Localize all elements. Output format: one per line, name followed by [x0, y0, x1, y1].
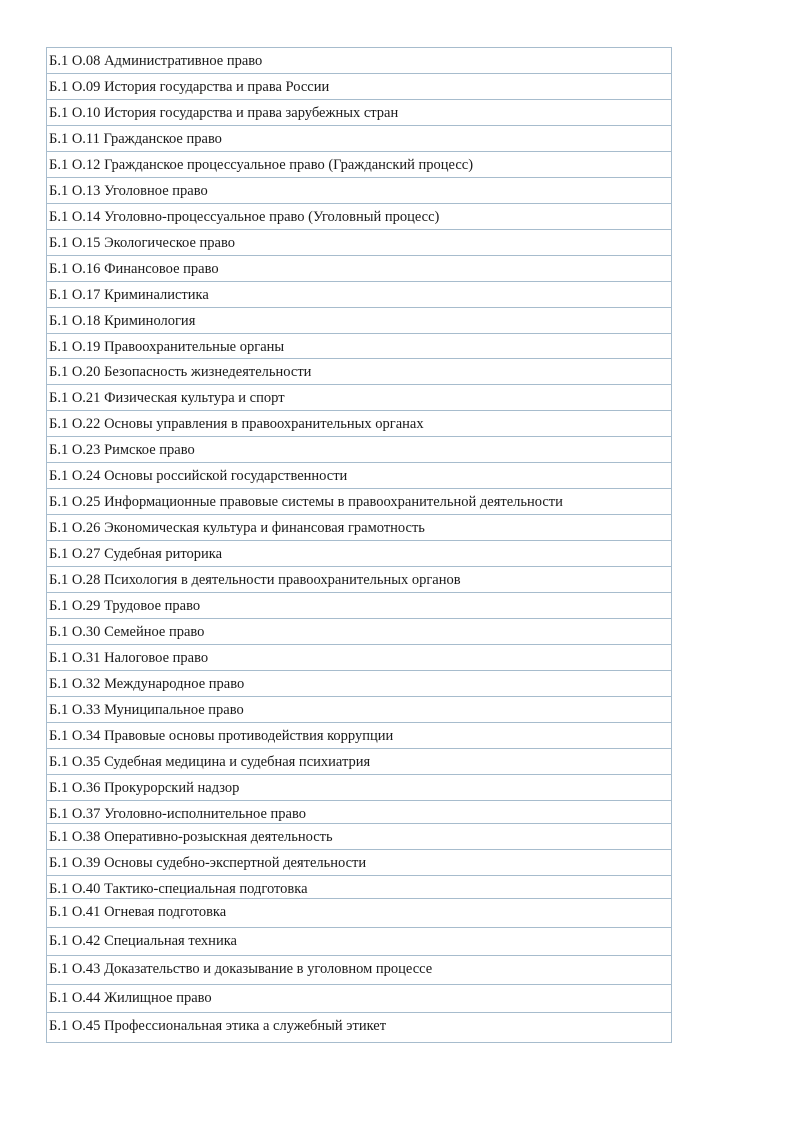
discipline-title: Основы российской государственности [104, 468, 348, 484]
table-row [47, 385, 671, 411]
table-row [47, 515, 671, 541]
table-row [47, 178, 671, 204]
discipline-code: Б.1 О.13 [49, 183, 101, 199]
discipline-code: Б.1 О.10 [49, 105, 101, 121]
discipline-code: Б.1 О.40 [49, 881, 101, 897]
discipline-code: Б.1 О.45 [49, 1018, 101, 1034]
discipline-title: Оперативно-розыскная деятельность [104, 829, 333, 845]
discipline-code: Б.1 О.26 [49, 520, 101, 536]
table-row [47, 489, 671, 515]
discipline-title: Огневая подготовка [104, 904, 227, 920]
discipline-code: Б.1 О.33 [49, 702, 101, 718]
table-row [47, 282, 671, 308]
table-row [47, 801, 671, 824]
discipline-title: Финансовое право [104, 261, 219, 277]
table-row [47, 775, 671, 801]
discipline-title: Криминология [104, 313, 196, 329]
table-row [47, 359, 671, 385]
table-row [47, 899, 671, 928]
discipline-title: Психология в деятельности правоохранительных органов [104, 572, 461, 588]
table-row [47, 463, 671, 489]
discipline-title: Безопасность жизнедеятельности [104, 364, 312, 380]
discipline-code: Б.1 О.28 [49, 572, 101, 588]
discipline-code: Б.1 О.27 [49, 546, 101, 562]
discipline-title: Уголовно-исполнительное право [104, 806, 306, 822]
discipline-title: Муниципальное право [104, 702, 244, 718]
discipline-title: Административное право [104, 53, 263, 69]
table-row [47, 928, 671, 956]
discipline-title: Основы судебно-экспертной деятельности [104, 855, 367, 871]
discipline-title: Информационные правовые системы в правоохранительной деятельности [104, 494, 563, 510]
discipline-code: Б.1 О.30 [49, 624, 101, 640]
discipline-title: Экономическая культура и финансовая грамотность [104, 520, 425, 536]
discipline-code: Б.1 О.21 [49, 390, 101, 406]
table-row [47, 230, 671, 256]
discipline-code: Б.1 О.19 [49, 339, 101, 355]
discipline-title: История государства и права зарубежных стран [104, 105, 399, 121]
table-row [47, 334, 671, 359]
discipline-title: Уголовно-процессуальное право (Уголовный процесс) [104, 209, 440, 225]
discipline-code: Б.1 О.43 [49, 961, 101, 977]
discipline-title: Правовые основы противодействия коррупции [104, 728, 394, 744]
table-row [47, 723, 671, 749]
discipline-title: Семейное право [104, 624, 205, 640]
discipline-code: Б.1 О.15 [49, 235, 101, 251]
discipline-code: Б.1 О.41 [49, 904, 101, 920]
discipline-title: Профессиональная этика а служебный этикет [104, 1018, 387, 1034]
table-row [47, 308, 671, 334]
discipline-title: Судебная медицина и судебная психиатрия [104, 754, 371, 770]
discipline-title: История государства и права России [104, 79, 330, 95]
discipline-code: Б.1 О.24 [49, 468, 101, 484]
discipline-code: Б.1 О.32 [49, 676, 101, 692]
disciplines-table [46, 47, 672, 1043]
discipline-title: Специальная техника [104, 933, 237, 949]
table-row [47, 619, 671, 645]
discipline-title: Основы управления в правоохранительных органах [104, 416, 424, 432]
discipline-code: Б.1 О.23 [49, 442, 101, 458]
discipline-title: Римское право [104, 442, 195, 458]
table-row [47, 645, 671, 671]
table-row [47, 567, 671, 593]
discipline-code: Б.1 О.16 [49, 261, 101, 277]
discipline-title: Прокурорский надзор [104, 780, 240, 796]
table-row [47, 671, 671, 697]
table-row [47, 256, 671, 282]
table-row [47, 541, 671, 567]
discipline-title: Правоохранительные органы [104, 339, 285, 355]
discipline-code: Б.1 О.11 [49, 131, 100, 147]
table-row [47, 126, 671, 152]
discipline-title: Гражданское процессуальное право (Гражданский процесс) [104, 157, 474, 173]
table-row [47, 850, 671, 876]
table-row [47, 697, 671, 723]
discipline-title: Уголовное право [104, 183, 208, 199]
discipline-title: Тактико-специальная подготовка [104, 881, 308, 897]
table-row [47, 48, 671, 74]
table-row [47, 876, 671, 899]
discipline-code: Б.1 О.17 [49, 287, 101, 303]
table-row [47, 824, 671, 850]
discipline-title: Трудовое право [104, 598, 201, 614]
discipline-title: Доказательство и доказывание в уголовном процессе [104, 961, 433, 977]
discipline-title: Физическая культура и спорт [104, 390, 285, 406]
discipline-code: Б.1 О.31 [49, 650, 101, 666]
discipline-code: Б.1 О.37 [49, 806, 101, 822]
discipline-title: Криминалистика [104, 287, 209, 303]
discipline-code: Б.1 О.35 [49, 754, 101, 770]
discipline-code: Б.1 О.39 [49, 855, 101, 871]
discipline-title: Судебная риторика [104, 546, 223, 562]
table-row [47, 152, 671, 178]
discipline-title: Экологическое право [104, 235, 235, 251]
discipline-code: Б.1 О.29 [49, 598, 101, 614]
discipline-code: Б.1 О.12 [49, 157, 101, 173]
discipline-title: Жилищное право [104, 990, 212, 1006]
discipline-code: Б.1 О.42 [49, 933, 101, 949]
discipline-code: Б.1 О.44 [49, 990, 101, 1006]
discipline-code: Б.1 О.09 [49, 79, 101, 95]
discipline-code: Б.1 О.08 [49, 53, 101, 69]
table-row [47, 956, 671, 985]
discipline-title: Налоговое право [104, 650, 209, 666]
discipline-code: Б.1 О.36 [49, 780, 101, 796]
discipline-code: Б.1 О.34 [49, 728, 101, 744]
discipline-code: Б.1 О.38 [49, 829, 101, 845]
table-row [47, 74, 671, 100]
table-row [47, 100, 671, 126]
discipline-code: Б.1 О.14 [49, 209, 101, 225]
discipline-code: Б.1 О.18 [49, 313, 101, 329]
table-row [47, 593, 671, 619]
table-row [47, 1013, 671, 1042]
table-row [47, 437, 671, 463]
table-row [47, 985, 671, 1013]
discipline-code: Б.1 О.20 [49, 364, 101, 380]
discipline-code: Б.1 О.25 [49, 494, 101, 510]
table-row [47, 204, 671, 230]
discipline-title: Гражданское право [103, 131, 222, 147]
table-row [47, 749, 671, 775]
discipline-code: Б.1 О.22 [49, 416, 101, 432]
discipline-title: Международное право [104, 676, 245, 692]
table-row [47, 411, 671, 437]
